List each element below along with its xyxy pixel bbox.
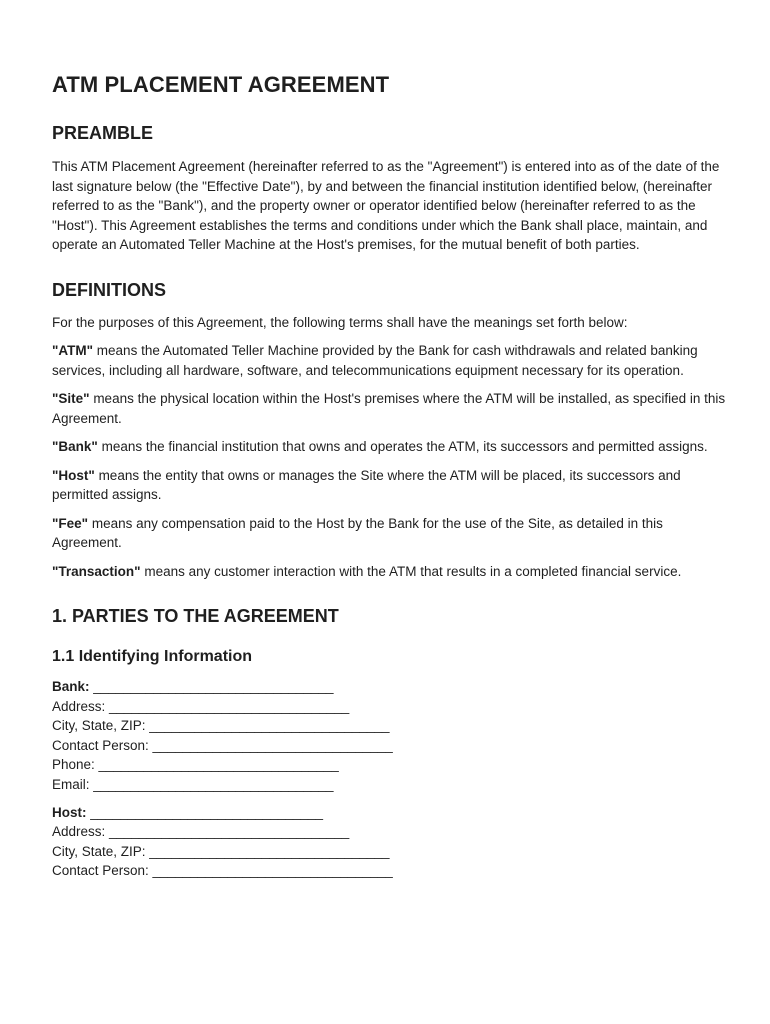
definition-fee <box>52 514 732 553</box>
definition-term: "Transaction" <box>52 563 141 579</box>
bank-city-state-zip-field[interactable]: City, State, ZIP: ________________________________ <box>52 718 390 734</box>
bank-name-field[interactable] <box>52 677 732 697</box>
bank-label: Bank: <box>52 679 90 694</box>
definition-text: means the entity that owns or manages the Site where the ATM will be placed, its successors and permitted assigns. <box>52 467 681 502</box>
host-info-block <box>52 803 732 881</box>
definition-text: means any customer interaction with the ATM that results in a completed financial service. <box>140 563 682 579</box>
definitions-intro: For the purposes of this Agreement, the following terms shall have the meanings set forth below: <box>52 314 628 330</box>
document-content <box>52 70 732 881</box>
definition-site <box>52 389 732 428</box>
definitions-heading: DEFINITIONS <box>52 279 167 300</box>
bank-phone-field[interactable]: Phone: ________________________________ <box>52 757 339 773</box>
bank-address-field[interactable]: Address: ________________________________ <box>52 698 350 714</box>
bank-contact-person-field[interactable]: Contact Person: ________________________________ <box>52 737 393 753</box>
definition-bank <box>52 437 732 457</box>
preamble-heading: PREAMBLE <box>52 123 154 143</box>
definition-term: "Bank" <box>52 439 98 454</box>
host-name-blank: _______________________________ <box>86 804 324 820</box>
host-city-state-zip-field[interactable]: City, State, ZIP: ________________________________ <box>52 843 390 859</box>
bank-email-field[interactable]: Email: ________________________________ <box>52 776 334 792</box>
definition-term: "Site" <box>52 391 90 406</box>
definition-text: means the physical location within the Host's premises where the ATM will be installed, as specified in this Agreement. <box>52 391 726 426</box>
bank-name-blank: ________________________________ <box>89 679 334 694</box>
definition-text: means the Automated Teller Machine provided by the Bank for cash withdrawals and related banking services, including all hardware, software, and telecommunications equipment necessary for its operation. <box>52 343 698 378</box>
definition-text: means any compensation paid to the Host by the Bank for the use of the Site, as detailed in this Agreement. <box>52 515 663 550</box>
definition-atm <box>52 341 732 380</box>
definition-term: "ATM" <box>52 343 94 358</box>
host-contact-person-field[interactable]: Contact Person: ________________________________ <box>52 863 393 879</box>
document-title: ATM PLACEMENT AGREEMENT <box>52 72 390 97</box>
definition-transaction <box>52 562 732 582</box>
definition-term: "Fee" <box>52 515 89 531</box>
definition-host <box>52 466 732 505</box>
host-name-field[interactable] <box>52 803 732 823</box>
preamble-text: This ATM Placement Agreement (hereinafter referred to as the "Agreement") is entered into as of the date of the last signature below (the "Effective Date"), by and between the financial institution identified below, (hereinafter referred to as the "Bank"), and the property owner or operator identified below (hereinafter referred to as the "Host"). This Agreement establishes the terms and conditions under which the Bank shall place, maintain, and operate an Automated Teller Machine at the Host's premises, for the mutual benefit of both parties. <box>52 159 720 252</box>
bank-info-block <box>52 677 732 795</box>
definition-term: "Host" <box>52 467 95 483</box>
section1-subheading: 1.1 Identifying Information <box>52 648 253 665</box>
host-address-field[interactable]: Address: ________________________________ <box>52 824 350 840</box>
host-label: Host: <box>52 804 87 820</box>
definition-text: means the financial institution that owns and operates the ATM, its successors and permitted assigns. <box>97 439 708 454</box>
section1-heading: 1. PARTIES TO THE AGREEMENT <box>52 606 339 626</box>
